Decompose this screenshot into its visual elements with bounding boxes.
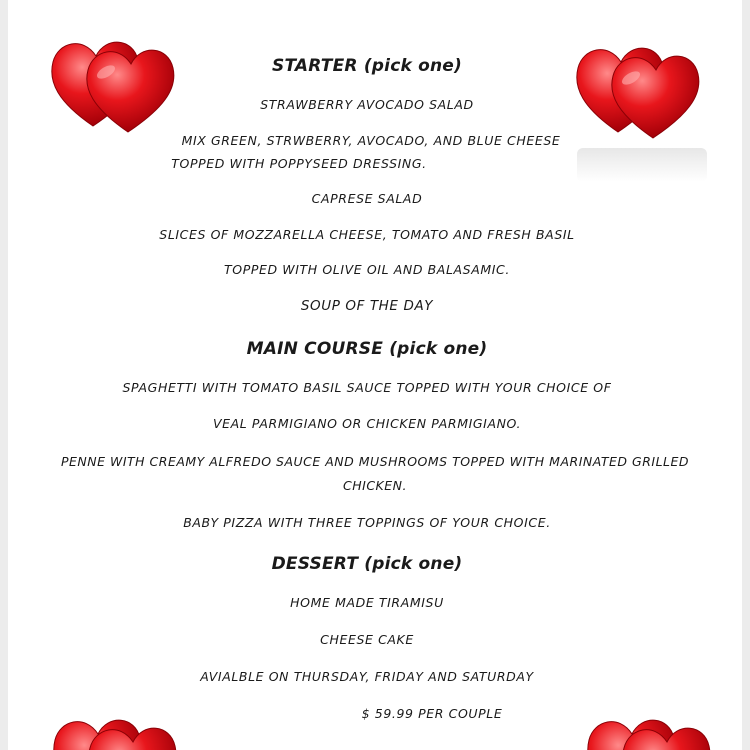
- main-course-item: SPAGHETTI WITH TOMATO BASIL SAUCE TOPPED WITH YOUR CHOICE OF: [122, 380, 612, 395]
- starter-item-description: SLICES OF MOZZARELLA CHEESE, TOMATO AND FRESH BASIL: [159, 227, 575, 242]
- hearts-icon: [573, 40, 703, 140]
- main-course-title: MAIN COURSE: [246, 339, 384, 359]
- hearts-icon: [48, 34, 178, 134]
- main-course-heading: [0, 339, 734, 359]
- starter-item: STRAWBERRY AVOCADO SALAD: [260, 97, 474, 112]
- starter-pick-note: (pick one): [363, 56, 462, 76]
- dessert-pick-note: (pick one): [364, 554, 463, 574]
- dessert-title: DESSERT: [271, 554, 359, 574]
- starter-item-description: MIX GREEN, STRWBERRY, AVOCADO, AND BLUE CHEESE: [181, 133, 561, 148]
- dessert-item: CHEESE CAKE: [320, 632, 414, 647]
- starter-title: STARTER: [272, 56, 358, 76]
- main-course-item: VEAL PARMIGIANO OR CHICKEN PARMIGIANO.: [212, 416, 522, 431]
- dessert-item: HOME MADE TIRAMISU: [290, 595, 444, 610]
- starter-item-description: TOPPED WITH POPPYSEED DRESSING.: [171, 156, 427, 171]
- menu-page: [8, 0, 742, 750]
- starter-item: CAPRESE SALAD: [311, 191, 423, 206]
- starter-item: SOUP OF THE DAY: [300, 298, 434, 314]
- main-course-item: BABY PIZZA WITH THREE TOPPINGS OF YOUR CHOICE.: [183, 515, 551, 530]
- starter-heading: [0, 56, 734, 76]
- availability-note: AVIALBLE ON THURSDAY, FRIDAY AND SATURDAY: [200, 669, 534, 684]
- dessert-heading: [0, 554, 734, 574]
- main-course-item: PENNE WITH CREAMY ALFREDO SAUCE AND MUSHROOMS TOPPED WITH MARINATED GRILLED CHICKEN.: [60, 454, 690, 493]
- main-course-pick-note: (pick one): [389, 339, 488, 359]
- price-label: $ 59.99 PER COUPLE: [361, 706, 503, 721]
- starter-item-description: TOPPED WITH OLIVE OIL AND BALASAMIC.: [224, 262, 510, 277]
